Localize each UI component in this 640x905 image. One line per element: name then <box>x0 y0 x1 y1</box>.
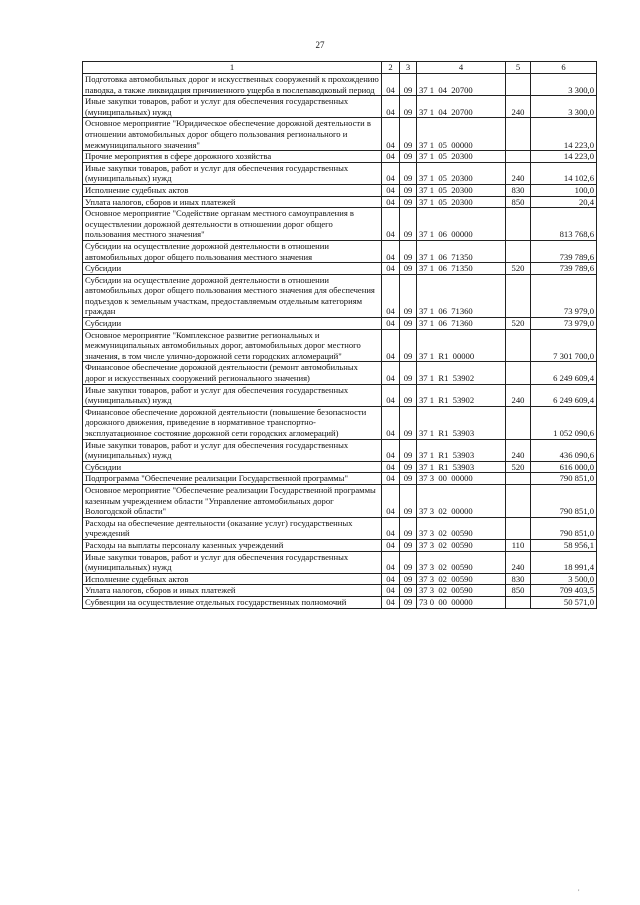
cell-amount: 739 789,6 <box>531 263 597 275</box>
table-body <box>83 74 597 609</box>
cell-target-article: 37 1 04 20700 <box>417 96 506 118</box>
cell-name: Уплата налогов, сборов и иных платежей <box>83 196 382 208</box>
cell-section: 04 <box>382 329 400 362</box>
table-row <box>83 208 597 241</box>
table-row <box>83 96 597 118</box>
cell-amount: 14 223,0 <box>531 151 597 163</box>
cell-subsection: 09 <box>400 274 417 317</box>
cell-subsection: 09 <box>400 208 417 241</box>
cell-expense-type <box>506 484 531 517</box>
table-row <box>83 151 597 163</box>
table-row <box>83 539 597 551</box>
cell-expense-type <box>506 473 531 485</box>
header-col-target-article: 4 <box>417 62 506 74</box>
cell-subsection: 09 <box>400 240 417 262</box>
cell-amount: 813 768,6 <box>531 208 597 241</box>
cell-section: 04 <box>382 274 400 317</box>
cell-name: Основное мероприятие "Содействие органам местного самоуправления в осуществлении дорожной деятельности в отношении дорог общего пользования местного значения" <box>83 208 382 241</box>
header-col-expense-type: 5 <box>506 62 531 74</box>
table-row <box>83 461 597 473</box>
cell-amount: 790 851,0 <box>531 473 597 485</box>
table-row <box>83 274 597 317</box>
cell-target-article: 37 1 R1 53903 <box>417 439 506 461</box>
cell-subsection: 09 <box>400 585 417 597</box>
cell-amount: 20,4 <box>531 196 597 208</box>
cell-target-article: 37 1 05 20300 <box>417 162 506 184</box>
table-row <box>83 184 597 196</box>
cell-target-article: 37 1 05 20300 <box>417 151 506 163</box>
cell-expense-type <box>506 329 531 362</box>
cell-name: Подпрограмма "Обеспечение реализации Государственной программы" <box>83 473 382 485</box>
cell-target-article: 37 1 R1 53902 <box>417 362 506 384</box>
cell-subsection: 09 <box>400 74 417 96</box>
cell-target-article: 37 1 R1 53903 <box>417 461 506 473</box>
cell-subsection: 09 <box>400 151 417 163</box>
cell-amount: 6 249 609,4 <box>531 384 597 406</box>
cell-section: 04 <box>382 384 400 406</box>
cell-subsection: 09 <box>400 406 417 439</box>
cell-subsection: 09 <box>400 384 417 406</box>
cell-target-article: 37 3 02 00590 <box>417 539 506 551</box>
cell-subsection: 09 <box>400 318 417 330</box>
header-col-subsection: 3 <box>400 62 417 74</box>
cell-section: 04 <box>382 551 400 573</box>
table-row <box>83 484 597 517</box>
cell-target-article: 37 3 02 00590 <box>417 573 506 585</box>
cell-section: 04 <box>382 484 400 517</box>
cell-subsection: 09 <box>400 461 417 473</box>
cell-subsection: 09 <box>400 96 417 118</box>
cell-amount: 3 500,0 <box>531 573 597 585</box>
cell-target-article: 37 1 R1 53903 <box>417 406 506 439</box>
cell-name: Субсидии на осуществление дорожной деятельности в отношении автомобильных дорог общего пользования местного значения <box>83 240 382 262</box>
cell-name: Расходы на обеспечение деятельности (оказание услуг) государственных учреждений <box>83 517 382 539</box>
cell-expense-type: 850 <box>506 585 531 597</box>
cell-amount: 3 300,0 <box>531 96 597 118</box>
cell-amount: 1 052 090,6 <box>531 406 597 439</box>
cell-section: 04 <box>382 362 400 384</box>
cell-expense-type <box>506 240 531 262</box>
cell-section: 04 <box>382 517 400 539</box>
cell-amount: 790 851,0 <box>531 517 597 539</box>
header-col-name: 1 <box>83 62 382 74</box>
cell-expense-type <box>506 406 531 439</box>
cell-expense-type <box>506 151 531 163</box>
cell-name: Основное мероприятие "Юридическое обеспечение дорожной деятельности в отношении автомобильных дорог общего пользования регионального и межмуниципального значения" <box>83 118 382 151</box>
header-row <box>83 62 597 74</box>
table-row <box>83 74 597 96</box>
cell-name: Субсидии <box>83 318 382 330</box>
cell-expense-type: 830 <box>506 573 531 585</box>
cell-expense-type <box>506 118 531 151</box>
header-col-amount: 6 <box>531 62 597 74</box>
cell-name: Исполнение судебных актов <box>83 573 382 585</box>
cell-target-article: 37 1 06 71360 <box>417 274 506 317</box>
cell-target-article: 37 1 05 20300 <box>417 196 506 208</box>
cell-target-article: 37 1 06 71350 <box>417 263 506 275</box>
cell-amount: 3 300,0 <box>531 74 597 96</box>
cell-amount: 50 571,0 <box>531 596 597 608</box>
cell-target-article: 73 0 00 00000 <box>417 596 506 608</box>
cell-section: 04 <box>382 473 400 485</box>
edge-mark: , <box>578 886 580 892</box>
cell-name: Основное мероприятие "Комплексное развитие региональных и межмуниципальных автомобильных дорог, автомобильных дорог местного значения, в том числе улично-дорожной сети городских агломераций" <box>83 329 382 362</box>
table-row <box>83 196 597 208</box>
header-col-section: 2 <box>382 62 400 74</box>
cell-amount: 14 102,6 <box>531 162 597 184</box>
cell-subsection: 09 <box>400 473 417 485</box>
cell-amount: 436 090,6 <box>531 439 597 461</box>
cell-name: Субсидии <box>83 263 382 275</box>
cell-subsection: 09 <box>400 329 417 362</box>
cell-name: Иные закупки товаров, работ и услуг для обеспечения государственных (муниципальных) нужд <box>83 439 382 461</box>
cell-section: 04 <box>382 184 400 196</box>
cell-target-article: 37 3 02 00590 <box>417 517 506 539</box>
budget-table <box>82 61 597 609</box>
cell-subsection: 09 <box>400 551 417 573</box>
cell-target-article: 37 1 06 71350 <box>417 240 506 262</box>
cell-amount: 73 979,0 <box>531 318 597 330</box>
table-row <box>83 362 597 384</box>
cell-expense-type: 240 <box>506 439 531 461</box>
cell-name: Исполнение судебных актов <box>83 184 382 196</box>
cell-subsection: 09 <box>400 539 417 551</box>
cell-subsection: 09 <box>400 118 417 151</box>
cell-subsection: 09 <box>400 484 417 517</box>
cell-name: Субвенции на осуществление отдельных государственных полномочий <box>83 596 382 608</box>
cell-subsection: 09 <box>400 263 417 275</box>
cell-name: Иные закупки товаров, работ и услуг для обеспечения государственных (муниципальных) нужд <box>83 96 382 118</box>
cell-subsection: 09 <box>400 196 417 208</box>
cell-section: 04 <box>382 596 400 608</box>
cell-name: Расходы на выплаты персоналу казенных учреждений <box>83 539 382 551</box>
cell-expense-type: 240 <box>506 551 531 573</box>
table-row <box>83 517 597 539</box>
cell-target-article: 37 3 02 00590 <box>417 551 506 573</box>
cell-name: Прочие мероприятия в сфере дорожного хозяйства <box>83 151 382 163</box>
cell-section: 04 <box>382 318 400 330</box>
table-row <box>83 263 597 275</box>
table-row <box>83 439 597 461</box>
cell-section: 04 <box>382 118 400 151</box>
cell-amount: 7 301 700,0 <box>531 329 597 362</box>
cell-expense-type <box>506 517 531 539</box>
cell-amount: 14 223,0 <box>531 118 597 151</box>
cell-expense-type: 240 <box>506 162 531 184</box>
cell-name: Субсидии <box>83 461 382 473</box>
cell-section: 04 <box>382 96 400 118</box>
table-row <box>83 585 597 597</box>
cell-subsection: 09 <box>400 162 417 184</box>
cell-target-article: 37 3 02 00000 <box>417 484 506 517</box>
page-number: 27 <box>315 40 325 50</box>
cell-expense-type: 850 <box>506 196 531 208</box>
cell-target-article: 37 1 R1 53902 <box>417 384 506 406</box>
cell-expense-type <box>506 596 531 608</box>
table-row <box>83 406 597 439</box>
cell-section: 04 <box>382 439 400 461</box>
cell-section: 04 <box>382 74 400 96</box>
table-row <box>83 329 597 362</box>
cell-name: Уплата налогов, сборов и иных платежей <box>83 585 382 597</box>
cell-amount: 58 956,1 <box>531 539 597 551</box>
table-row <box>83 473 597 485</box>
cell-section: 04 <box>382 196 400 208</box>
cell-amount: 100,0 <box>531 184 597 196</box>
table-row <box>83 596 597 608</box>
table-row <box>83 118 597 151</box>
cell-target-article: 37 1 05 20300 <box>417 184 506 196</box>
cell-expense-type <box>506 208 531 241</box>
cell-name: Подготовка автомобильных дорог и искусственных сооружений к прохождению паводка, а также ликвидация причиненного ущерба в послепаводковый период <box>83 74 382 96</box>
cell-amount: 790 851,0 <box>531 484 597 517</box>
cell-expense-type <box>506 74 531 96</box>
cell-target-article: 37 1 06 00000 <box>417 208 506 241</box>
cell-name: Иные закупки товаров, работ и услуг для обеспечения государственных (муниципальных) нужд <box>83 551 382 573</box>
cell-section: 04 <box>382 461 400 473</box>
cell-expense-type: 240 <box>506 96 531 118</box>
cell-amount: 739 789,6 <box>531 240 597 262</box>
cell-subsection: 09 <box>400 362 417 384</box>
cell-section: 04 <box>382 151 400 163</box>
cell-name: Финансовое обеспечение дорожной деятельности (ремонт автомобильных дорог и искусственных сооружений регионального значения) <box>83 362 382 384</box>
cell-name: Основное мероприятие "Обеспечение реализации Государственной программы казенным учреждением области "Управление автомобильных дорог Вологодской области" <box>83 484 382 517</box>
table-row <box>83 318 597 330</box>
cell-target-article: 37 1 06 71360 <box>417 318 506 330</box>
cell-subsection: 09 <box>400 184 417 196</box>
cell-subsection: 09 <box>400 596 417 608</box>
cell-section: 04 <box>382 208 400 241</box>
cell-amount: 709 403,5 <box>531 585 597 597</box>
cell-name: Иные закупки товаров, работ и услуг для обеспечения государственных (муниципальных) нужд <box>83 384 382 406</box>
cell-expense-type: 240 <box>506 384 531 406</box>
cell-amount: 6 249 609,4 <box>531 362 597 384</box>
cell-amount: 616 000,0 <box>531 461 597 473</box>
cell-subsection: 09 <box>400 517 417 539</box>
cell-section: 04 <box>382 240 400 262</box>
cell-name: Иные закупки товаров, работ и услуг для обеспечения государственных (муниципальных) нужд <box>83 162 382 184</box>
cell-section: 04 <box>382 162 400 184</box>
table-row <box>83 240 597 262</box>
table-row <box>83 573 597 585</box>
cell-section: 04 <box>382 539 400 551</box>
cell-name: Финансовое обеспечение дорожной деятельности (повышение безопасности дорожного движения, приведение в нормативное транспортно-эксплуатационное состояние дорожной сети городских агломераций) <box>83 406 382 439</box>
cell-target-article: 37 1 04 20700 <box>417 74 506 96</box>
cell-target-article: 37 1 05 00000 <box>417 118 506 151</box>
cell-section: 04 <box>382 263 400 275</box>
cell-expense-type: 520 <box>506 263 531 275</box>
cell-expense-type <box>506 362 531 384</box>
cell-amount: 73 979,0 <box>531 274 597 317</box>
cell-expense-type: 520 <box>506 318 531 330</box>
cell-target-article: 37 3 02 00590 <box>417 585 506 597</box>
table-row <box>83 162 597 184</box>
cell-expense-type <box>506 274 531 317</box>
cell-section: 04 <box>382 585 400 597</box>
cell-subsection: 09 <box>400 573 417 585</box>
cell-target-article: 37 1 R1 00000 <box>417 329 506 362</box>
cell-section: 04 <box>382 406 400 439</box>
cell-expense-type: 520 <box>506 461 531 473</box>
cell-target-article: 37 3 00 00000 <box>417 473 506 485</box>
cell-amount: 18 991,4 <box>531 551 597 573</box>
table-row <box>83 551 597 573</box>
cell-section: 04 <box>382 573 400 585</box>
cell-subsection: 09 <box>400 439 417 461</box>
cell-expense-type: 110 <box>506 539 531 551</box>
table-row <box>83 384 597 406</box>
cell-expense-type: 830 <box>506 184 531 196</box>
cell-name: Субсидии на осуществление дорожной деятельности в отношении автомобильных дорог общего пользования местного значения для обеспечения подъездов к земельным участкам, предоставляемым отдельным категориям граждан <box>83 274 382 317</box>
